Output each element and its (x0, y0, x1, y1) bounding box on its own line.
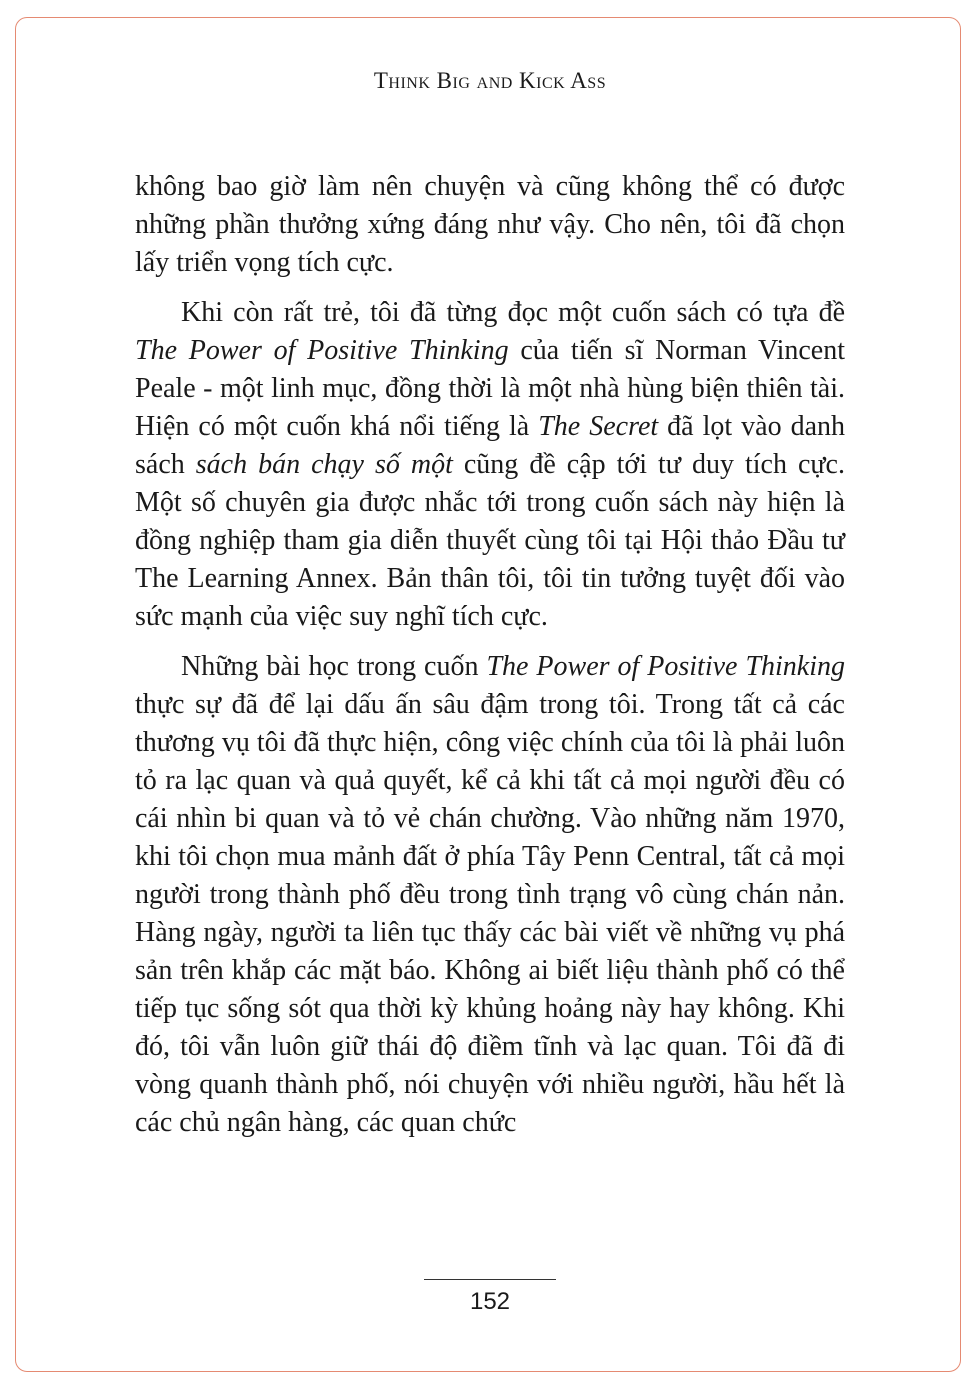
paragraph-2-text-b: của tiến sĩ Norman Vincent Peale - một linh mục, đồng thời là một nhà hùng biện thiên tài. Hiện có một cuốn khá nổi tiếng là (135, 335, 845, 442)
page-number: 152 (469, 1288, 511, 1315)
bestseller-phrase: sách bán chạy số một (195, 449, 453, 480)
book-title-power-of-positive-thinking: The Power of Positive Thinking (135, 335, 509, 366)
body-text (135, 168, 845, 1154)
paragraph-3 (135, 648, 845, 1142)
running-header: Think Big and Kick Ass (373, 68, 607, 93)
paragraph-3-text-b: thực sự đã để lại dấu ấn sâu đậm trong tôi. Trong tất cả các thương vụ tôi đã thực hiện, công việc chính của tôi là phải luôn tỏ ra lạc quan và quả quyết, kể cả khi tất cả mọi người đều có cái nhìn bi quan và tỏ vẻ chán chường. Vào những năm 1970, khi tôi chọn mua mảnh đất ở phía Tây Penn Central, tất cả mọi người trong thành phố đều trong tình trạng vô cùng chán nản. Hàng ngày, người ta liên tục thấy các bài viết về những vụ phá sản trên khắp các mặt báo. Không ai biết liệu thành phố có thể tiếp tục sống sót qua thời kỳ khủng hoảng này hay không. Khi đó, tôi vẫn luôn giữ thái độ điềm tĩnh và lạc quan. Tôi đã đi vòng quanh thành phố, nói chuyện với nhiều người, hầu hết là các chủ ngân hàng, các quan chức (135, 689, 845, 1138)
footer-rule (424, 1279, 556, 1280)
paragraph-3-text-a: Những bài học trong cuốn (181, 651, 487, 682)
paragraph-1 (135, 168, 845, 282)
paragraph-2-text-a: Khi còn rất trẻ, tôi đã từng đọc một cuốn sách có tựa đề (181, 297, 845, 328)
book-title-power-of-positive-thinking: The Power of Positive Thinking (486, 651, 845, 682)
paragraph-2-text-c: đã lọt vào danh sách (135, 411, 845, 480)
paragraph-1-text: không bao giờ làm nên chuyện và cũng không thể có được những phần thưởng xứng đáng như vậy. Cho nên, tôi đã chọn lấy triển vọng tích cực. (135, 171, 845, 278)
paragraph-2 (135, 294, 845, 636)
book-title-the-secret: The Secret (538, 411, 659, 442)
paragraph-2-text-d: cũng đề cập tới tư duy tích cực. Một số chuyên gia được nhắc tới trong cuốn sách này hiện là đồng nghiệp tham gia diễn thuyết cùng tôi tại Hội thảo Đầu tư The Learning Annex. Bản thân tôi, tôi tin tưởng tuyệt đối vào sức mạnh của việc suy nghĩ tích cực. (135, 449, 845, 632)
